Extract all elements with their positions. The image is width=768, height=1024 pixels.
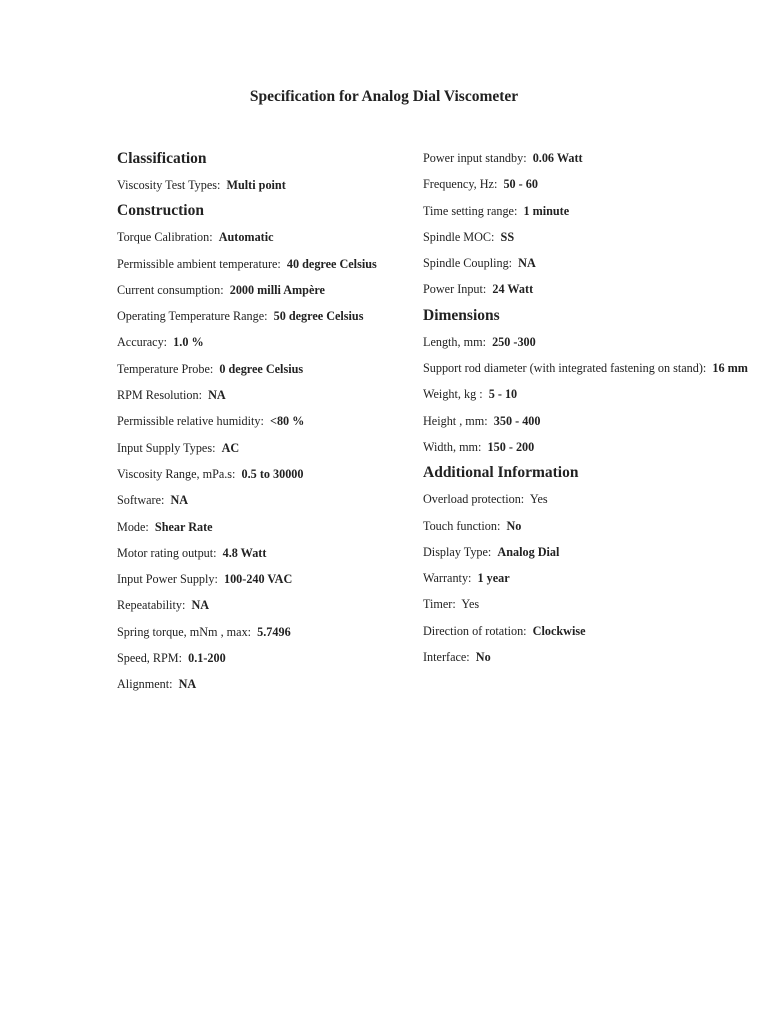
- spec-label: Viscosity Range, mPa.s:: [117, 466, 236, 481]
- spec-label: Input Power Supply:: [117, 572, 218, 587]
- spec-value: 0.1-200: [188, 651, 226, 666]
- spec-label: Direction of rotation:: [423, 623, 527, 638]
- spec-label: Repeatability:: [117, 598, 186, 613]
- spec-row-motor-rating-output: [117, 540, 417, 566]
- spec-row-permissible-ambient-temperature: [117, 251, 417, 277]
- spec-row-direction-of-rotation: [423, 618, 753, 644]
- spec-value: 4.8 Watt: [222, 545, 267, 560]
- spec-row-power-input-standby: [423, 145, 753, 171]
- spec-value: 100-240 VAC: [223, 572, 293, 587]
- spec-value: NA: [170, 493, 189, 508]
- spec-value: 1 year: [477, 571, 510, 586]
- spec-label: Width, mm:: [423, 439, 482, 454]
- spec-row-repeatability: [117, 592, 417, 618]
- spec-value: 0.06 Watt: [532, 151, 583, 165]
- spec-value: No: [506, 518, 522, 533]
- spec-label: Alignment:: [117, 677, 173, 692]
- spec-label: Length, mm:: [423, 334, 486, 349]
- spec-row-overload-protection: [423, 486, 753, 512]
- spec-row-spindle-moc: [423, 224, 753, 250]
- spec-value: 50 - 60: [503, 177, 538, 192]
- spec-row-frequency-hz: [423, 171, 753, 197]
- spec-row-torque-calibration: [117, 224, 417, 250]
- spec-value: 40 degree Celsius: [286, 256, 377, 271]
- spec-value: AC: [221, 440, 240, 455]
- spec-row-alignment: [117, 671, 417, 697]
- left-column: [117, 146, 417, 698]
- spec-row-viscosity-test-types: [117, 172, 417, 198]
- spec-label: Torque Calibration:: [117, 230, 213, 245]
- spec-label: RPM Resolution:: [117, 388, 202, 403]
- spec-value: 250 -300: [492, 334, 536, 349]
- spec-value: Shear Rate: [154, 519, 213, 534]
- spec-row-power-input: [423, 276, 753, 302]
- spec-value: 50 degree Celsius: [273, 309, 364, 324]
- spec-value: 150 - 200: [487, 439, 535, 454]
- spec-label: Temperature Probe:: [117, 361, 214, 376]
- spec-label: Mode:: [117, 519, 149, 534]
- spec-value: 2000 milli Ampère: [229, 282, 325, 297]
- section-heading-dimensions: Dimensions: [423, 306, 500, 324]
- section-heading-construction: Construction: [117, 202, 204, 220]
- spec-value: 350 - 400: [493, 413, 541, 428]
- spec-value: <80 %: [270, 414, 305, 429]
- spec-value: 0 degree Celsius: [219, 361, 304, 376]
- right-column: [423, 145, 753, 670]
- spec-row-current-consumption: [117, 277, 417, 303]
- spec-label: Warranty:: [423, 571, 472, 586]
- spec-label: Spindle Coupling:: [423, 256, 513, 271]
- spec-label: Overload protection:: [423, 492, 525, 507]
- spec-label: Input Supply Types:: [117, 440, 216, 455]
- spec-label: Permissible ambient temperature:: [117, 256, 281, 271]
- spec-value: Analog Dial: [497, 544, 560, 559]
- spec-label: Time setting range:: [423, 203, 518, 218]
- section-heading-classification: Classification: [117, 150, 207, 167]
- spec-value: 5.7496: [257, 624, 291, 639]
- spec-value: Multi point: [226, 178, 286, 192]
- spec-row-length-mm: [423, 329, 753, 355]
- spec-row-timer: [423, 591, 753, 617]
- spec-value: Yes: [461, 597, 480, 612]
- spec-value: NA: [191, 598, 210, 613]
- spec-row-input-supply-types: [117, 435, 417, 461]
- spec-row-warranty: [423, 565, 753, 591]
- spec-row-viscosity-range-mpa-s: [117, 461, 417, 487]
- spec-row-input-power-supply: [117, 566, 417, 592]
- spec-value: Yes: [529, 492, 548, 507]
- spec-label: Timer:: [423, 597, 456, 612]
- spec-row-interface: [423, 644, 753, 670]
- spec-label: Viscosity Test Types:: [117, 178, 221, 192]
- spec-label: Touch function:: [423, 518, 501, 533]
- spec-label: Operating Temperature Range:: [117, 309, 268, 324]
- section-heading-additional-information: Additional Information: [423, 464, 579, 482]
- spec-label: Interface:: [423, 650, 470, 665]
- spec-row-accuracy: [117, 329, 417, 355]
- spec-value: Automatic: [218, 230, 274, 245]
- spec-row-software: [117, 487, 417, 513]
- spec-row-width-mm: [423, 434, 753, 460]
- spec-row-time-setting-range: [423, 198, 753, 224]
- spec-value: NA: [178, 677, 197, 692]
- spec-row-rpm-resolution: [117, 382, 417, 408]
- spec-value: Clockwise: [532, 623, 586, 638]
- spec-row-support-rod-diameter-with-integrated-fastening-on-stand: [423, 355, 753, 381]
- spec-row-speed-rpm: [117, 645, 417, 671]
- spec-value: SS: [500, 229, 515, 244]
- spec-value: 16 mm: [712, 361, 748, 376]
- spec-label: Permissible relative humidity:: [117, 414, 264, 429]
- spec-value: 0.5 to 30000: [241, 466, 304, 481]
- spec-label: Height , mm:: [423, 413, 488, 428]
- spec-row-permissible-relative-humidity: [117, 408, 417, 434]
- spec-value: No: [475, 650, 491, 665]
- spec-row-height-mm: [423, 408, 753, 434]
- spec-value: 5 - 10: [488, 387, 518, 402]
- spec-label: Motor rating output:: [117, 545, 217, 560]
- spec-label: Spring torque, mNm , max:: [117, 624, 252, 639]
- spec-label: Software:: [117, 493, 165, 508]
- spec-value: 1.0 %: [173, 335, 204, 350]
- spec-label: Support rod diameter (with integrated fastening on stand):: [423, 361, 707, 376]
- spec-row-temperature-probe: [117, 356, 417, 382]
- spec-row-touch-function: [423, 513, 753, 539]
- spec-value: NA: [208, 388, 226, 403]
- spec-row-operating-temperature-range: [117, 303, 417, 329]
- spec-label: Accuracy:: [117, 335, 168, 350]
- spec-label: Spindle MOC:: [423, 229, 495, 244]
- spec-label: Speed, RPM:: [117, 651, 183, 666]
- spec-label: Power input standby:: [423, 151, 527, 165]
- page-title: Specification for Analog Dial Viscometer: [249, 88, 519, 105]
- spec-label: Weight, kg :: [423, 387, 483, 402]
- spec-value: 24 Watt: [492, 282, 534, 297]
- spec-value: NA: [518, 256, 536, 271]
- spec-label: Power Input:: [423, 282, 487, 297]
- spec-row-display-type: [423, 539, 753, 565]
- spec-row-spring-torque-mnm-max: [117, 619, 417, 645]
- spec-label: Frequency, Hz:: [423, 177, 498, 192]
- spec-value: 1 minute: [523, 203, 570, 218]
- spec-label: Display Type:: [423, 544, 492, 559]
- spec-row-mode: [117, 514, 417, 540]
- spec-row-spindle-coupling: [423, 250, 753, 276]
- spec-label: Current consumption:: [117, 282, 224, 297]
- spec-row-weight-kg: [423, 381, 753, 407]
